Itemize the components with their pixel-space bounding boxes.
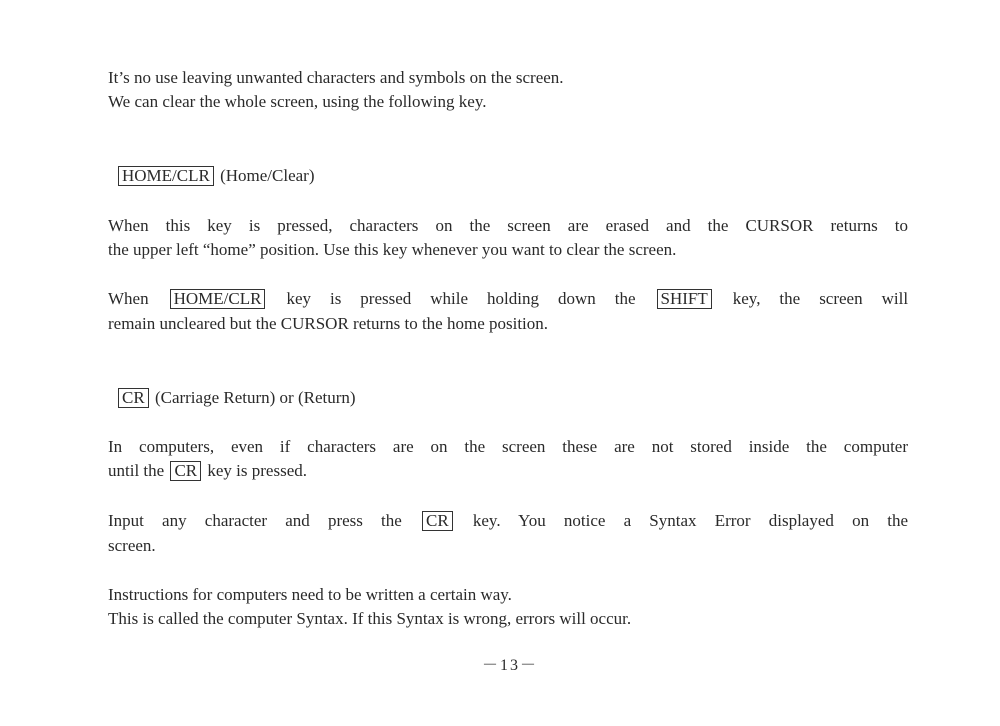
cr-p1-prefix: until the xyxy=(108,461,165,480)
home-clr-p1-line-1: When this key is pressed, characters on the screen are erased and the CURSOR returns to xyxy=(108,216,908,235)
shift-key: SHIFT xyxy=(657,289,712,309)
home-clr-p2-prefix: When xyxy=(108,289,149,308)
cr-p2-line-1 xyxy=(108,510,908,532)
home-clr-inline-key: HOME/CLR xyxy=(170,289,266,309)
syntax-line-2: This is called the computer Syntax. If this Syntax is wrong, errors will occur. xyxy=(108,609,632,628)
cr-heading xyxy=(116,387,356,409)
cr-p2-prefix: Input any character and press the xyxy=(108,511,402,530)
page-number: －13－ xyxy=(481,657,538,674)
intro-line-2: We can clear the whole screen, using the following key. xyxy=(108,92,487,111)
home-clr-key: HOME/CLR xyxy=(118,166,214,186)
home-clr-heading xyxy=(116,165,315,187)
home-clr-p2-suffix: key, the screen will xyxy=(732,289,909,308)
cr-p2-line-2: screen. xyxy=(108,536,156,555)
cr-inline-key-1: CR xyxy=(170,461,201,481)
cr-p1-line-1: In computers, even if characters are on the screen these are not stored inside the computer xyxy=(108,437,908,456)
cr-p1-line-2 xyxy=(108,460,307,482)
intro-line-1: It’s no use leaving unwanted characters and symbols on the screen. xyxy=(108,68,564,87)
home-clr-p2-line-1 xyxy=(108,288,908,310)
home-clr-p2-mid: key is pressed while holding down the xyxy=(286,289,636,308)
home-clr-p1-line-2: the upper left “home” position. Use this key whenever you want to clear the screen. xyxy=(108,240,677,259)
cr-label: (Carriage Return) or (Return) xyxy=(154,388,356,407)
home-clr-label: (Home/Clear) xyxy=(220,166,315,185)
cr-p2-suffix: key. You notice a Syntax Error displayed on the xyxy=(472,511,909,530)
cr-p1-suffix: key is pressed. xyxy=(207,461,308,480)
cr-inline-key-2: CR xyxy=(422,511,453,531)
home-clr-p2-line-2: remain uncleared but the CURSOR returns to the home position. xyxy=(108,314,549,333)
syntax-line-1: Instructions for computers need to be written a certain way. xyxy=(108,585,512,604)
cr-key: CR xyxy=(118,388,149,408)
